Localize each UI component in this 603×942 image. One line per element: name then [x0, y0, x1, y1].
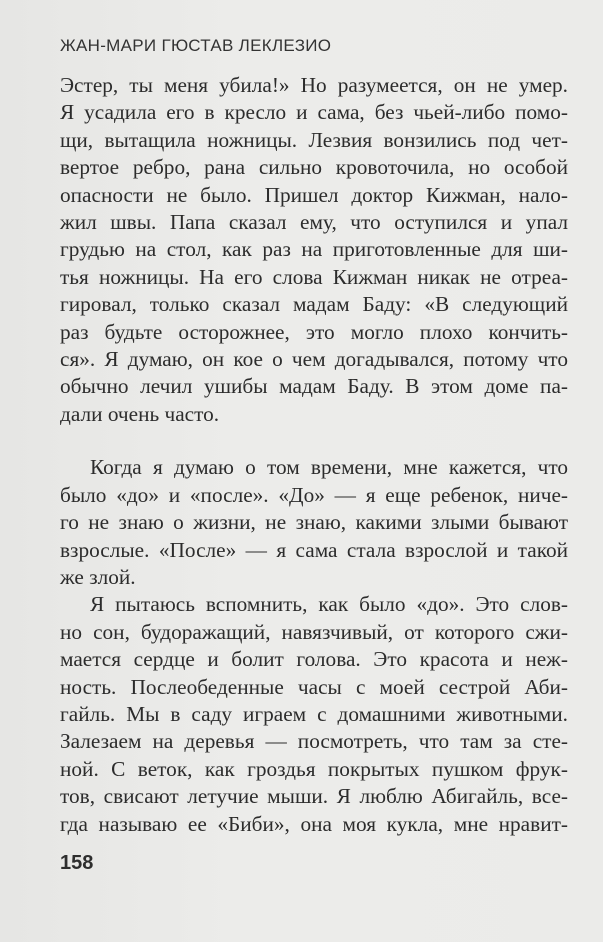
text-line: гайль. Мы в саду играем с домашними животными. [60, 701, 568, 726]
text-line: грудью на стол, как раз на приготовленные для ши- [60, 237, 568, 262]
text-line: но сон, будоражащий, навязчивый, от которого сжи- [60, 619, 568, 644]
running-head: ЖАН-МАРИ ГЮСТАВ ЛЕКЛЕЗИО [60, 36, 332, 55]
text-line: Залезаем на деревья — посмотреть, что там за сте- [60, 729, 568, 754]
text-line: обычно лечил ушибы мадам Баду. В этом доме па- [60, 374, 568, 399]
text-line: жил швы. Папа сказал ему, что оступился и упал [60, 210, 568, 235]
paragraph-1 [60, 72, 568, 428]
text-line: гда называю ее «Биби», она моя кукла, мне нравит- [60, 811, 568, 836]
text-line: щи, вытащила ножницы. Лезвия вонзились под чет- [60, 127, 568, 152]
body-text [60, 72, 568, 838]
text-line: тов, свисают летучие мыши. Я люблю Абигайль, все- [60, 784, 568, 809]
text-line: вертое ребро, рана сильно кровоточила, но особой [60, 155, 568, 180]
paragraph-2 [60, 454, 568, 591]
text-line: раз будьте осторожнее, это могло плохо кончить- [60, 319, 568, 344]
text-line: же злой. [60, 564, 136, 589]
text-line: тья ножницы. На его слова Кижман никак не отреа- [60, 264, 568, 289]
section-break [60, 428, 568, 454]
text-line: Когда я думаю о том времени, мне кажется, что [90, 455, 568, 480]
text-line: дали очень часто. [60, 401, 220, 426]
page-number: 158 [60, 852, 94, 874]
text-line: Эстер, ты меня убила!» Но разумеется, он не умер. [60, 73, 568, 97]
text-line: гировал, только сказал мадам Баду: «В следующий [60, 292, 568, 317]
text-line: ной. С веток, как гроздья покрытых пушком фрук- [60, 756, 568, 781]
text-line: Я пытаюсь вспомнить, как было «до». Это слов- [90, 592, 568, 617]
text-line: мается сердце и болит голова. Это красота и неж- [60, 647, 568, 672]
paragraph-3 [60, 591, 568, 838]
text-line: Я усадила его в кресло и сама, без чьей-либо помо- [60, 100, 568, 125]
text-line: ность. Послеобеденные часы с моей сестрой Аби- [60, 674, 568, 699]
text-line: опасности не было. Пришел доктор Кижман, нало- [60, 182, 568, 207]
text-line: взрослые. «После» — я сама стала взрослой и такой [60, 537, 568, 562]
text-line: было «до» и «после». «До» — я еще ребенок, ниче- [60, 482, 568, 507]
text-line: го не знаю о жизни, не знаю, какими злыми бывают [60, 510, 568, 535]
text-line: ся». Я думаю, он кое о чем догадывался, потому что [60, 347, 568, 372]
